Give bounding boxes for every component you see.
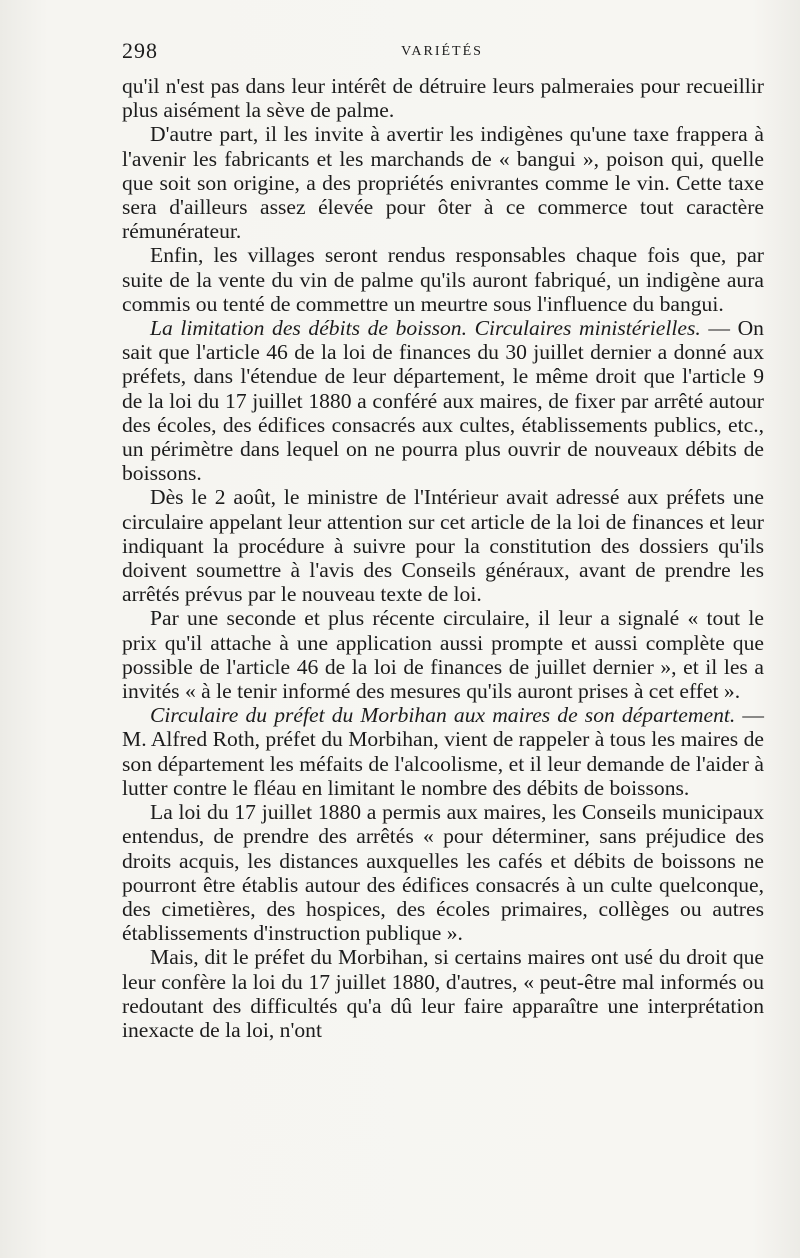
paragraph-text: D'autre part, il les invite à avertir les indigènes qu'une taxe frappera à l'avenir les fabricants et les marchands de « bangui », poison qui, quelle que soit son origine, a des propriétés enivrantes comme le vin. Cette taxe sera d'ailleurs assez élevée pour ôter à ce commerce tout caractère rémunérateur. [122, 122, 764, 244]
body-text [122, 74, 764, 1042]
running-title: VARIÉTÉS [401, 44, 483, 59]
paragraph [122, 122, 764, 243]
paragraph-text: Dès le 2 août, le ministre de l'Intérieur avait adressé aux préfets une circulaire appelant leur attention sur cet article de la loi de finances et leur indiquant la procédure à suivre pour la constitution des dossiers qu'ils doivent soumettre à l'avis des Conseils généraux, avant de prendre les arrêtés prévus par le nouveau texte de loi. [122, 485, 764, 607]
paragraph-text: — M. Alfred Roth, préfet du Morbihan, vient de rappeler à tous les maires de son département les méfaits de l'alcoolisme, et il leur demande de l'aider à lutter contre le fléau en limitant le nombre des débits de boissons. [122, 703, 764, 800]
paragraph [122, 316, 764, 485]
paragraph [122, 243, 764, 316]
section-heading: Circulaire du préfet du Morbihan aux maires de son département. [150, 703, 736, 728]
paragraph-text: Par une seconde et plus récente circulaire, il leur a signalé « tout le prix qu'il attache à une application aussi prompte et aussi complète que possible de l'article 46 de la loi de finances de juillet dernier », et il les a invités « à le tenir informé des mesures qu'ils auront prises à cet effet ». [122, 606, 764, 704]
paragraph-text: Mais, dit le préfet du Morbihan, si certains maires ont usé du droit que leur confère la loi du 17 juillet 1880, d'autres, « peut-être mal informés ou redoutant des difficultés qu'a dû leur faire apparaître une interprétation inexacte de la loi, n'ont [122, 945, 764, 1042]
paragraph [122, 703, 764, 800]
paragraph [122, 945, 764, 1042]
paragraph [122, 606, 764, 703]
paragraph-text: Enfin, les villages seront rendus responsables chaque fois que, par suite de la vente du vin de palme qu'ils auront fabriqué, un indigène aura commis ou tenté de commettre un meurtre sous l'influence du bangui. [122, 243, 764, 316]
paragraph [122, 800, 764, 945]
paragraph-text: qu'il n'est pas dans leur intérêt de détruire leurs palmeraies pour recueillir plus aisément la sève de palme. [122, 74, 764, 123]
paragraph [122, 485, 764, 606]
paragraph-text: La loi du 17 juillet 1880 a permis aux maires, les Conseils municipaux entendus, de prendre des arrêtés « pour déterminer, sans préjudice des droits acquis, les distances auxquelles les cafés et débits de boissons ne pourront être établis autour des édifices consacrés à un culte quelconque, des cimetières, des hospices, des écoles primaires, collèges ou autres établissements d'instruction publique ». [122, 800, 764, 946]
page-header [122, 38, 762, 66]
page-number: 298 [122, 38, 158, 63]
paragraph-text: — On sait que l'article 46 de la loi de finances du 30 juillet dernier a donné aux préfets, dans l'étendue de leur département, le même droit que l'article 9 de la loi du 17 juillet 1880 a conféré aux maires, de fixer par arrêté autour des écoles, des édifices consacrés aux cultes, établissements publics, etc., un périmètre dans lequel on ne pourra plus ouvrir de nouveaux débits de boissons. [122, 316, 764, 486]
paragraph [122, 74, 764, 122]
section-heading: La limitation des débits de boisson. Circulaires ministérielles. [150, 316, 701, 341]
